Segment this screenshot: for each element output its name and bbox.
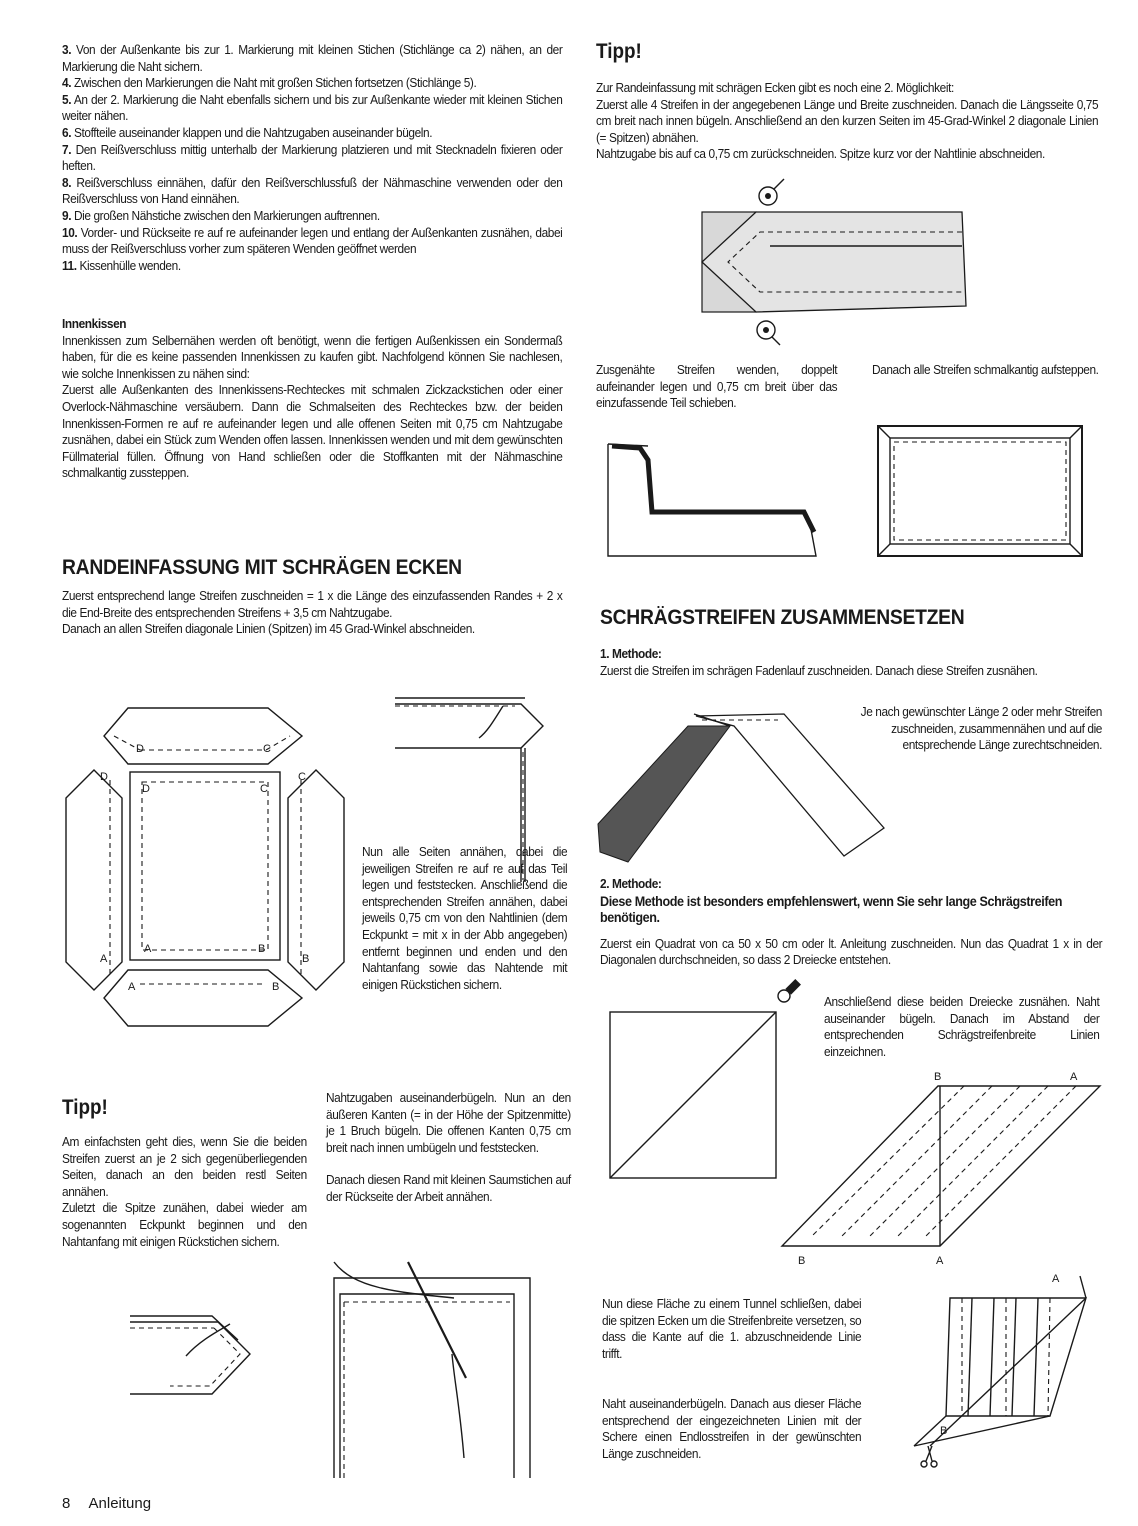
footer-section: Anleitung	[88, 1495, 152, 1512]
innenkissen-section	[62, 316, 562, 482]
framed-rect-diagram	[876, 424, 1086, 560]
l-binding-diagram	[604, 440, 824, 560]
tipp-left-title: Tipp!	[62, 1096, 108, 1119]
hem-stitch-diagram	[334, 1258, 534, 1478]
methode-2	[600, 876, 1102, 969]
methode-1-title: 1. Methode:	[600, 646, 662, 661]
innenkissen-text-1: Innenkissen zum Selbernähen werden oft benötigt, wenn die fertigen Außenkissen ein Sondermaß haben, für die es keine passenden Innenkissen zu kaufen gibt. Nachfolgend können Sie nachlesen, wie solche Innenkissen zu nähen sind:	[62, 332, 563, 381]
tunnel-diagram	[910, 1266, 1090, 1476]
page-number: 8	[62, 1495, 71, 1512]
label-tunnel-a: A	[1052, 1273, 1060, 1285]
tipp-right-text-1: Zur Randeinfassung mit schrägen Ecken gibt es noch eine 2. Möglichkeit:	[596, 80, 954, 95]
innenkissen-text-2: Zuerst alle Außenkanten des Innenkissens-Rechteckes mit schmalen Zickzackstichen oder einer Overlock-Nähmaschine versäubern. Dann die Schmalseiten des Rechteckes bzw. der beiden Innenkissen-Formen re auf re aufeinander legen und alle offenen Seiten mit 0,75 cm Nahtzugabe zusnähen, dabei ein Stück zum Wenden offen lassen. Innenkissen wenden und mit dem gewünschten Füllmaterial füllen. Öffnung von Hand schließen oder die Stoffkanten mit der Nähmaschine schmalkantig zussteppen.	[62, 382, 563, 481]
randeinfassung-intro	[62, 588, 562, 638]
step-7: 7. Den Reißverschluss mittig unterhalb der Markierung platzieren und mit Stecknadeln fixieren oder heften.	[62, 141, 563, 174]
step-9: 9. Die großen Nähstiche zwischen den Markierungen auftrennen.	[62, 207, 380, 223]
innenkissen-title: Innenkissen	[62, 316, 127, 331]
methode-2-text: Zuerst ein Quadrat von ca 50 x 50 cm oder lt. Anleitung zuschneiden. Nun das Quadrat 1 x in der Diagonalen durchschneiden, so dass 2 Dreiecke entstehen.	[600, 935, 1103, 968]
label-center-b: B	[258, 943, 266, 955]
label-center-c: C	[260, 783, 268, 795]
tipp-left-text-3: Nahtzugaben auseinanderbügeln. Nun an den äußeren Kanten (= in der Höhe der Spitzenmitte) je 1 Bruch bügeln. Die offenen Kanten 0,75 cm breit nach innen umbügeln und feststecken.	[326, 1090, 571, 1155]
tipp-left-text	[62, 1134, 307, 1250]
step-5: 5. An der 2. Markierung die Naht ebenfalls sichern und bis zur Außenkante wieder mit kleinen Stichen weiter nähen.	[62, 91, 563, 124]
label-center-a: A	[144, 943, 152, 955]
step-6: 6. Stoffteile auseinander klappen und die Nahtzugaben auseinander bügeln.	[62, 124, 433, 140]
label-para-a-top: A	[1070, 1071, 1078, 1083]
label-right-c: C	[298, 771, 306, 783]
label-top-d: D	[136, 743, 144, 755]
randeinfassung-intro-2: Danach an allen Streifen diagonale Linien (Spitzen) im 45 Grad-Winkel abschneiden.	[62, 621, 475, 637]
step-4: 4. Zwischen den Markierungen die Naht mit großen Stichen fortsetzen (Stichlänge 5).	[62, 75, 477, 91]
label-left-a: A	[100, 953, 108, 965]
randeinfassung-caption: Nun alle Seiten annähen, dabei die jeweiligen Streifen re auf re auf das Teil legen und feststecken. Anschließend die entsprechenden Streifen annähen, dabei jeweils 0,75 cm von den Nahtlinien (dem Eckpunkt = mit x in der Abb angegeben) entfernt beginnen und enden und den Nahtanfang sowie das Nahtende mit einigen Rückstichen sichern.	[362, 844, 568, 992]
pointed-strip-diagram	[130, 1310, 255, 1402]
label-bottom-b: B	[272, 981, 280, 993]
methode-1	[600, 646, 1102, 679]
label-center-d: D	[142, 783, 150, 795]
frame-strips-diagram	[58, 700, 358, 1030]
step-3: 3. Von der Außenkante bis zur 1. Markierung mit kleinen Stichen (Stichlänge ca 2) nähen, an der Markierung die Naht sichern.	[62, 42, 563, 74]
scissors-icon	[921, 1446, 937, 1467]
label-bottom-a: A	[128, 981, 136, 993]
label-top-c: C	[263, 743, 271, 755]
methode-1-side: Je nach gewünschter Länge 2 oder mehr Streifen zuschneiden, zusammennähen und auf die entsprechende Länge zurechtschneiden.	[860, 704, 1102, 753]
schraeg-title: SCHRÄGSTREIFEN ZUSAMMENSETZEN	[600, 606, 965, 629]
label-para-b-bottom: B	[798, 1255, 806, 1267]
step-10: 10. Vorder- und Rückseite re auf re aufeinander legen und entlang der Außenkanten zusnähen, dabei muss der Reißverschluss vorher zum späteren Wenden geöffnet werden	[62, 224, 563, 257]
tipp-right-caption-a: Zusgenähte Streifen wenden, doppelt aufeinander legen und 0,75 cm breit über das einzufassende Teil schieben.	[596, 362, 838, 411]
tipp-right-caption-b: Danach alle Streifen schmalkantig aufsteppen.	[872, 362, 1099, 377]
label-para-b-top: B	[934, 1071, 942, 1083]
tipp-right-text	[596, 80, 1098, 163]
label-para-a-bottom: A	[936, 1255, 944, 1267]
tipp-right-text-3: Nahtzugabe bis auf ca 0,75 cm zurückschneiden. Spitze kurz vor der Nahtlinie abschneiden.	[596, 146, 1045, 162]
parallelogram-diagram	[778, 1066, 1108, 1266]
label-right-b: B	[302, 953, 310, 965]
tipp-left-text-4: Danach diesen Rand mit kleinen Saumstichen auf der Rückseite der Arbeit annähen.	[326, 1172, 571, 1204]
methode-2-side: Anschließend diese beiden Dreiecke zusnähen. Naht auseinander bügeln. Danach im Abstand der entsprechenden Schrägstreifenbreite Linien einzeichnen.	[824, 994, 1100, 1059]
methode-2-title: 2. Methode:	[600, 876, 662, 891]
tipp-left-text-2: Zuletzt die Spitze zunähen, dabei wieder am sogenannten Eckpunkt beginnen und den Nahtanfang mit einigen Rückstichen sichern.	[62, 1200, 307, 1249]
strip-point-diagram	[700, 176, 970, 346]
label-tunnel-b: B	[940, 1425, 948, 1437]
randeinfassung-intro-1: Zuerst entsprechend lange Streifen zuschneiden = 1 x die Länge des einzufassenden Randes + 2 x die End-Breite des entsprechenden Streifens + 3,5 cm Nahtzugabe.	[62, 588, 563, 620]
tunnel-text: Nun diese Fläche zu einem Tunnel schließen, dabei die spitzen Ecken um die Streifenbreite versetzen, so dass die Kante auf die 1. abzuschneidende Linie trifft.	[602, 1296, 862, 1361]
tipp-left-text-b	[326, 1090, 571, 1206]
methode-2-bold: Diese Methode ist besonders empfehlenswert, wenn Sie sehr lange Schrägstreifen benötigen.	[600, 892, 1063, 926]
steps-list	[62, 42, 562, 274]
step-8: 8. Reißverschluss einnähen, dafür den Reißverschlussfuß der Nähmaschine verwenden oder den Reißverschluss von Hand einnähen.	[62, 174, 563, 207]
tipp-right-title: Tipp!	[596, 40, 642, 63]
step-11: 11. Kissenhülle wenden.	[62, 257, 181, 273]
final-text: Naht auseinanderbügeln. Danach aus dieser Fläche entsprechend der eingezeichneten Linien mit der Schere einen Endlosstreifen in der gewünschten Länge zuschneiden.	[602, 1396, 862, 1461]
square-cut-diagram	[604, 982, 804, 1182]
page-footer	[62, 1495, 151, 1512]
tipp-right-text-2: Zuerst alle 4 Streifen in der angegebenen Länge und Breite zuschneiden. Danach die Längsseite 0,75 cm breit nach innen bügeln. Anschließend an den kurzen Seiten im 45-Grad-Winkel 2 diagonale Linien (= Spitzen) abnähen.	[596, 96, 1099, 145]
label-left-d: D	[100, 771, 108, 783]
randeinfassung-title: RANDEINFASSUNG MIT SCHRÄGEN ECKEN	[62, 556, 462, 579]
tipp-left-text-1: Am einfachsten geht dies, wenn Sie die beiden Streifen zuerst an je 2 sich gegenüberliegenden Seiten, danach an den beiden restl Seiten annähen.	[62, 1134, 307, 1199]
methode-1-text: Zuerst die Streifen im schrägen Fadenlauf zuschneiden. Danach diese Streifen zusnähen.	[600, 662, 1038, 678]
